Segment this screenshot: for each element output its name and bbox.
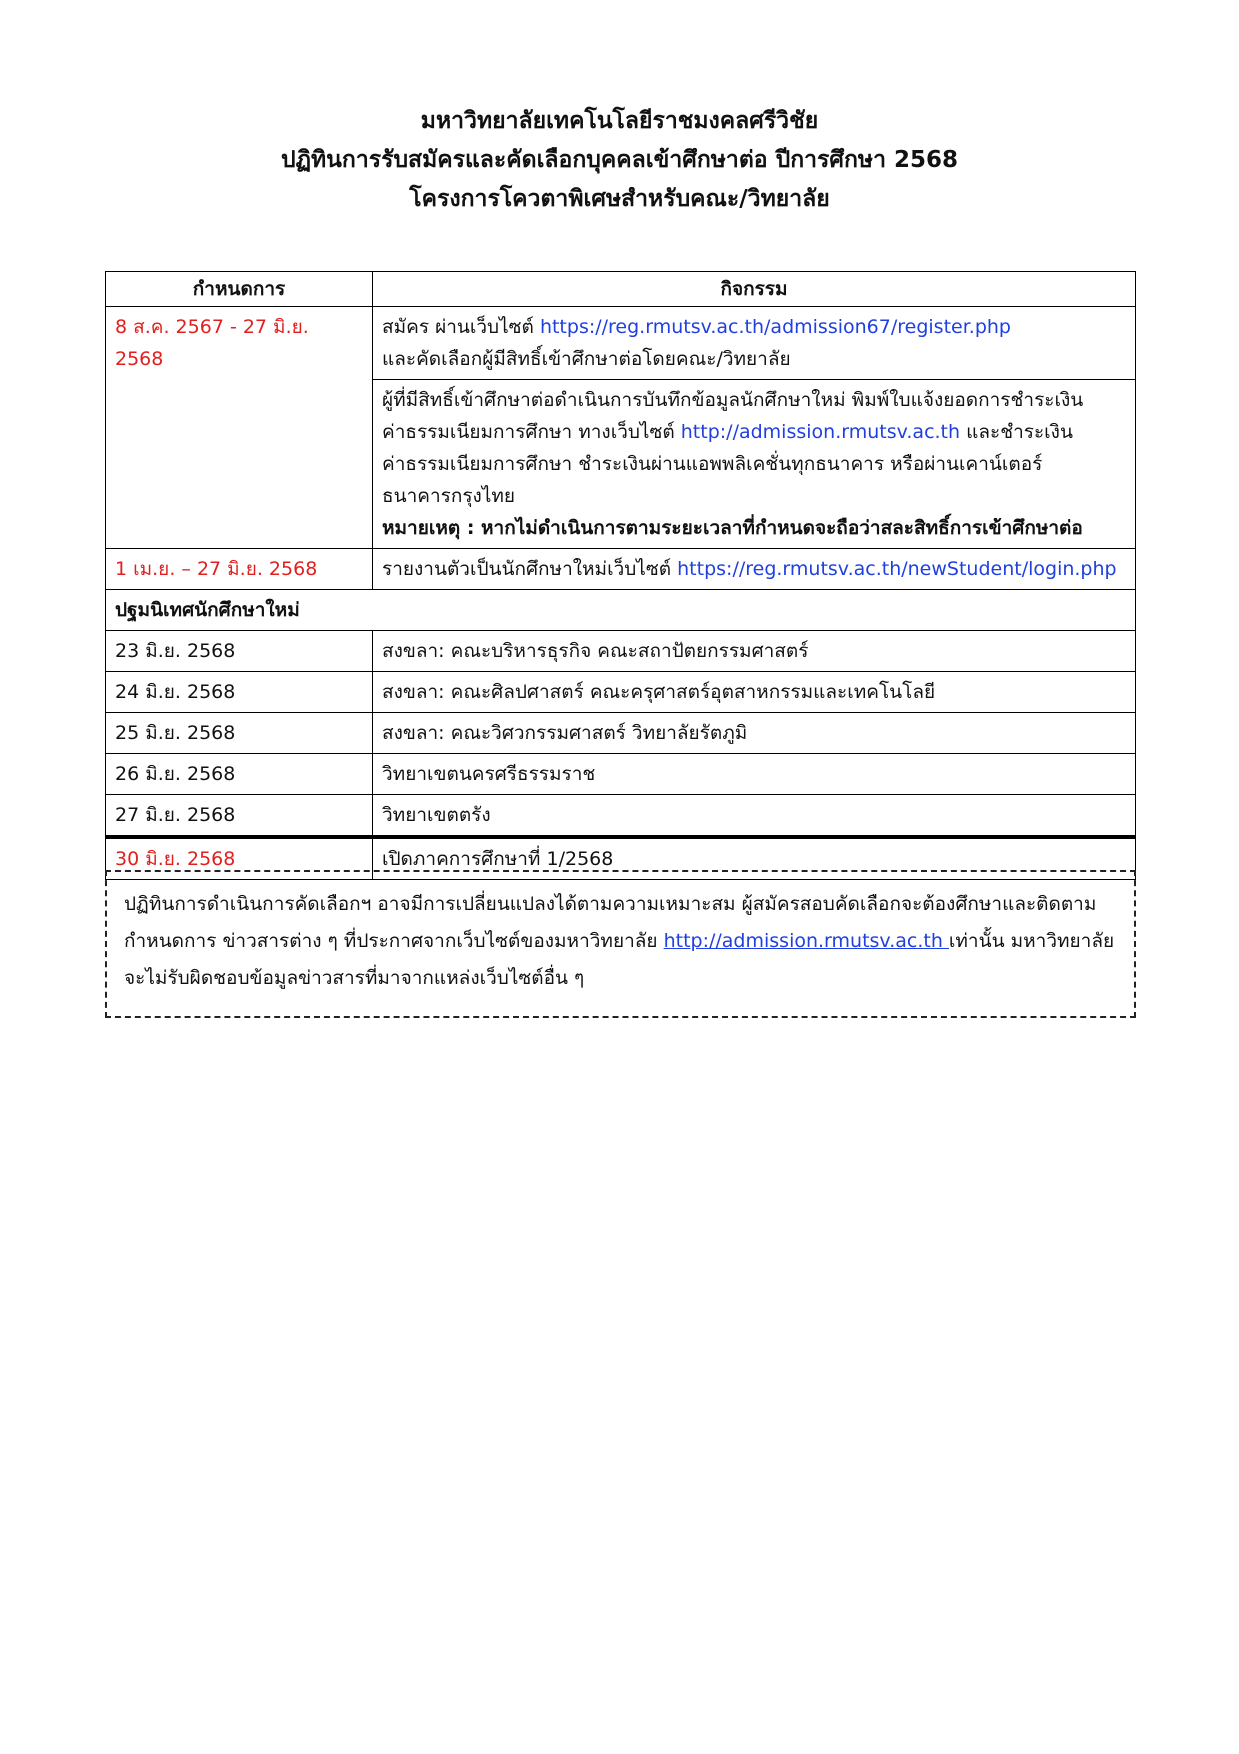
payment-line-1: ผู้ที่มีสิทธิ์เข้าศึกษาต่อดำเนินการบันทึกข้อมูลนักศึกษาใหม่ พิมพ์ใบแจ้งยอดการชำระเงิน (382, 389, 1084, 411)
apply-text: สมัคร ผ่านเว็บไซต์ (382, 316, 534, 338)
orientation-date: 23 มิ.ย. 2568 (106, 631, 373, 672)
payment-line-2-end: และชำระเงิน (966, 421, 1073, 443)
notice-line-2: กำหนดการ ข่าวสารต่าง ๆ ที่ประกาศจากเว็บไซต์ของมหาวิทยาลัย (124, 930, 658, 952)
orientation-activity: สงขลา: คณะบริหารธุรกิจ คณะสถาปัตยกรรมศาสตร์ (373, 631, 1136, 672)
payment-line-4: ธนาคารกรุงไทย (382, 485, 516, 507)
table-row (106, 795, 1136, 838)
report-text: รายงานตัวเป็นนักศึกษาใหม่เว็บไซต์ (382, 558, 672, 580)
column-header-activity: กิจกรรม (373, 272, 1136, 307)
register-link[interactable]: https://reg.rmutsv.ac.th/admission67/register.php (539, 316, 1011, 338)
table-row-report (106, 549, 1136, 590)
orientation-section-row (106, 590, 1136, 631)
orientation-header: ปฐมนิเทศนักศึกษาใหม่ (106, 590, 1136, 631)
notice-line-1: ปฏิทินการดำเนินการคัดเลือกฯ อาจมีการเปลี่ยนแปลงได้ตามความเหมาะสม ผู้สมัครสอบคัดเลือกจะต้องศึกษาและติดตาม (124, 893, 1097, 915)
table-row (106, 754, 1136, 795)
project-title: โครงการโควตาพิเศษสำหรับคณะ/วิทยาลัย (409, 186, 830, 212)
apply-date: 8 ส.ค. 2567 - 27 มิ.ย. 2568 (106, 307, 373, 549)
orientation-date: 24 มิ.ย. 2568 (106, 672, 373, 713)
orientation-activity: วิทยาเขตตรัง (373, 795, 1136, 838)
notice-admission-link[interactable]: http://admission.rmutsv.ac.th (663, 930, 949, 952)
apply-activity (373, 307, 1136, 380)
document-header (0, 102, 1239, 219)
table-row (106, 713, 1136, 754)
notice-line-2-end: เท่านั้น มหาวิทยาลัย (948, 930, 1115, 952)
calendar-title: ปฏิทินการรับสมัครและคัดเลือกบุคคลเข้าศึกษาต่อ ปีการศึกษา 2568 (280, 147, 959, 173)
column-header-date: กำหนดการ (106, 272, 373, 307)
schedule-table (105, 271, 1136, 880)
university-name: มหาวิทยาลัยเทคโนโลยีราชมงคลศรีวิชัย (420, 108, 819, 134)
orientation-date: 27 มิ.ย. 2568 (106, 795, 373, 838)
semester-activity: เปิดภาคการศึกษาที่ 1/2568 (373, 837, 1136, 880)
orientation-activity: สงขลา: คณะศิลปศาสตร์ คณะครุศาสตร์อุตสาหกรรมและเทคโนโลยี (373, 672, 1136, 713)
payment-activity (373, 380, 1136, 549)
admission-link[interactable]: http://admission.rmutsv.ac.th (680, 421, 961, 443)
orientation-activity: วิทยาเขตนครศรีธรรมราช (373, 754, 1136, 795)
report-activity (373, 549, 1136, 590)
new-student-login-link[interactable]: https://reg.rmutsv.ac.th/newStudent/login.php (677, 558, 1117, 580)
payment-line-2: ค่าธรรมเนียมการศึกษา ทางเว็บไซต์ (382, 421, 675, 443)
notice-line-3: จะไม่รับผิดชอบข้อมูลข่าวสารที่มาจากแหล่งเว็บไซต์อื่น ๆ (124, 967, 585, 989)
payment-line-3: ค่าธรรมเนียมการศึกษา ชำระเงินผ่านแอพพลิเคชั่นทุกธนาคาร หรือผ่านเคาน์เตอร์ (382, 453, 1043, 475)
orientation-date: 25 มิ.ย. 2568 (106, 713, 373, 754)
table-row (106, 631, 1136, 672)
apply-selection-text: และคัดเลือกผู้มีสิทธิ์เข้าศึกษาต่อโดยคณะ/วิทยาลัย (382, 348, 791, 370)
table-header-row (106, 272, 1136, 307)
notice-box (105, 870, 1136, 1018)
table-row-apply (106, 307, 1136, 380)
report-date: 1 เม.ย. – 27 มิ.ย. 2568 (106, 549, 373, 590)
orientation-date: 26 มิ.ย. 2568 (106, 754, 373, 795)
orientation-activity: สงขลา: คณะวิศวกรรมศาสตร์ วิทยาลัยรัตภูมิ (373, 713, 1136, 754)
table-row (106, 672, 1136, 713)
semester-date: 30 มิ.ย. 2568 (106, 837, 373, 880)
payment-note: หมายเหตุ : หากไม่ดำเนินการตามระยะเวลาที่กำหนดจะถือว่าสละสิทธิ์การเข้าศึกษาต่อ (382, 517, 1083, 539)
